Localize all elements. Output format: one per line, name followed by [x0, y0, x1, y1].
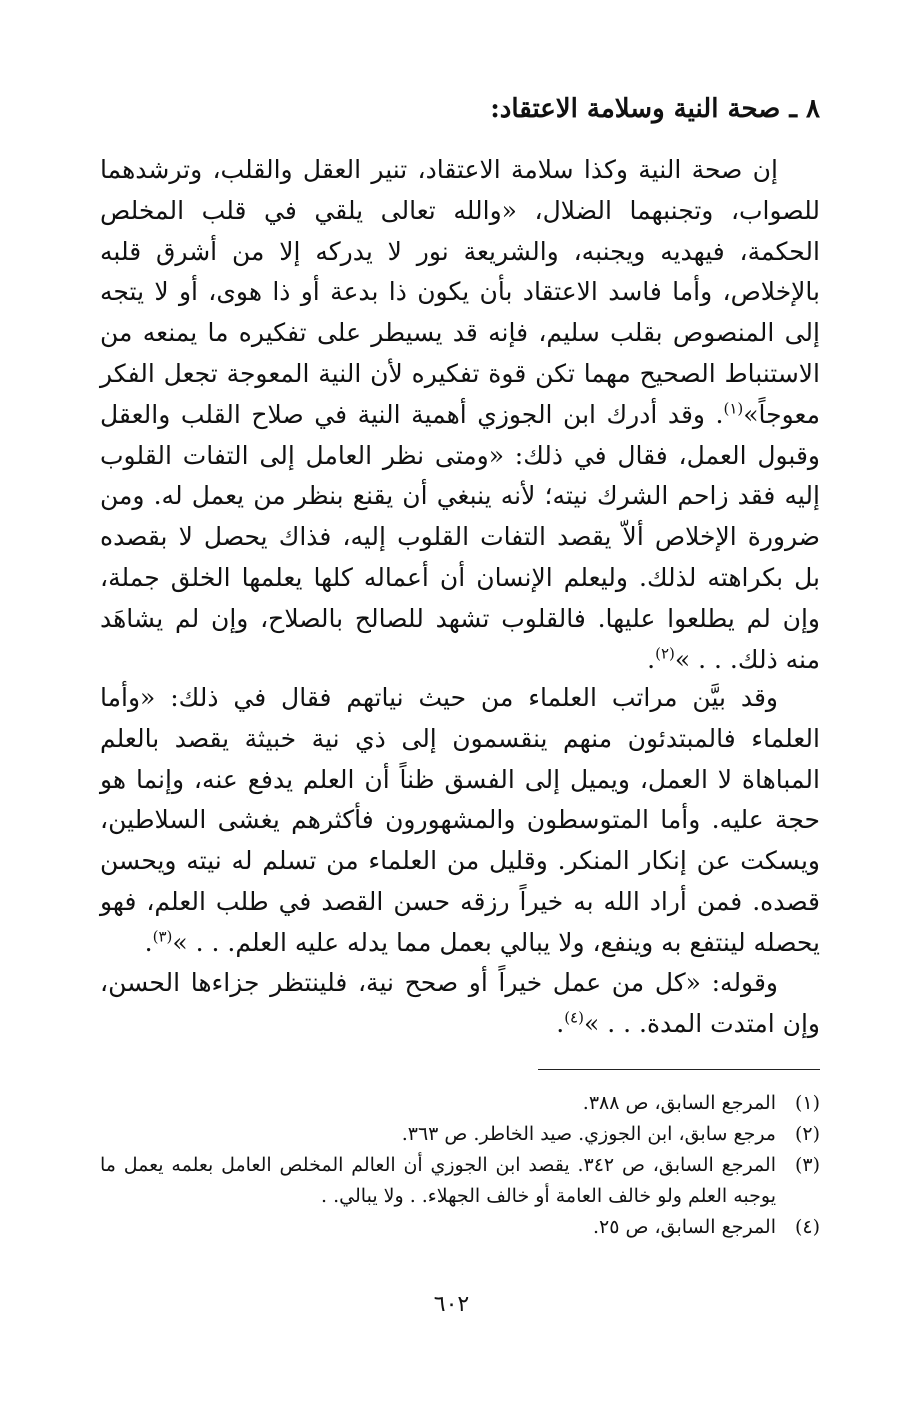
footnote-ref-2: (٢)	[655, 644, 675, 663]
footnote-text: المرجع السابق، ص ٣٤٢. يقصد ابن الجوزي أن العالم المخلص العامل بعلمه يعمل ما يوجبه العلم ولو خالف العامة أو خالف الجهلاء. . ولا يبالي. .	[100, 1154, 776, 1207]
paragraph-3	[100, 963, 820, 1045]
paragraph-3-body	[100, 963, 820, 1045]
footnotes	[100, 1088, 820, 1243]
footnote-text: المرجع السابق، ص ٢٥.	[592, 1216, 776, 1238]
footnote-ref-4: (٤)	[564, 1008, 584, 1027]
footnote-number: (١)	[794, 1092, 820, 1114]
paragraph-1-body	[100, 150, 820, 680]
paragraph-1-text: إن صحة النية وكذا سلامة الاعتقاد، تنير العقل والقلب، وترشدهما للصواب، وتجنبهما الضلال، «والله تعالى يلقي في قلب المخلص الحكمة، فيهديه ويجنبه، والشريعة نور لا يدركه إلا من أشرق قلبه بالإخلاص، وأما فاسد الاعتقاد بأن يكون ذا بدعة أو ذا هوى، أو لا يتجه إلى المنصوص بقلب سليم، فإنه قد يسيطر على تفكيره ما يمنعه من الاستنباط الصحيح مهما تكن قوة تفكيره لأن النية المعوجة تجعل الفكر معوجاً»	[100, 155, 820, 429]
paragraph-2	[100, 678, 820, 964]
footnote-text: مرجع سابق، ابن الجوزي. صيد الخاطر. ص ٣٦٣.	[401, 1123, 776, 1145]
paragraph-1-text-continued: . وقد أدرك ابن الجوزي أهمية النية في صلاح القلب والعقل وقبول العمل، فقال في ذلك: «ومتى نظر العامل إلى التفات القلوب إليه فقد زاحم الشرك نيته؛ لأنه ينبغي أن يقنع بنظر من يعمل له. ومن ضرورة الإخلاص ألاّ يقصد التفات القلوب إليه، فذاك يحصل لا بقصده بل بكراهته لذلك. وليعلم الإنسان أن أعماله كلها يعلمها الخلق جملة، وإن لم يطلعوا عليها. فالقلوب تشهد للصالح بالصلاح، وإن لم يشاهَد منه ذلك. . . »	[100, 399, 820, 674]
footnote-separator	[538, 1069, 820, 1070]
footnote-4	[100, 1212, 820, 1243]
footnote-ref-3: (٣)	[152, 927, 173, 946]
paragraph-2-end: .	[144, 927, 153, 957]
section-heading: ٨ ـ صحة النية وسلامة الاعتقاد:	[490, 94, 820, 124]
paragraph-2-text: وقد بيَّن مراتب العلماء من حيث نياتهم فقال في ذلك: «وأما العلماء فالمبتدئون منهم ينقسمون إلى ذي نية خبيثة يقصد بالعلم المباهاة لا العمل، ويميل إلى الفسق ظناً أن العلم يدفع عنه، وإنما هو حجة عليه. وأما المتوسطون والمشهورون فأكثرهم يغشى السلاطين، ويسكت عن إنكار المنكر. وقليل من العلماء من تسلم له نيته ويحسن قصده. فمن أراد الله به خيراً رزقه حسن القصد في طلب العلم، فهو يحصله لينتفع به وينفع، ولا يبالي بعمل مما يدله عليه العلم. . . »	[100, 683, 820, 957]
footnote-2	[100, 1119, 820, 1150]
footnote-3	[100, 1150, 820, 1212]
paragraph-3-end: .	[556, 1008, 565, 1038]
footnote-number: (٣)	[794, 1154, 820, 1176]
footnote-ref-1: (١)	[723, 399, 744, 418]
footnote-1	[100, 1088, 820, 1119]
footnote-number: (٤)	[794, 1216, 820, 1238]
paragraph-1	[100, 150, 820, 680]
paragraph-3-text: وقوله: «كل من عمل خيراً أو صحح نية، فلينتظر جزاءها الحسن، وإن امتدت المدة. . . »	[100, 968, 820, 1038]
paragraph-1-end: .	[647, 644, 656, 674]
page-number: ٦٠٢	[433, 1292, 470, 1317]
footnote-text: المرجع السابق، ص ٣٨٨.	[582, 1092, 776, 1114]
footnote-number: (٢)	[794, 1123, 820, 1145]
paragraph-2-body	[100, 678, 820, 964]
